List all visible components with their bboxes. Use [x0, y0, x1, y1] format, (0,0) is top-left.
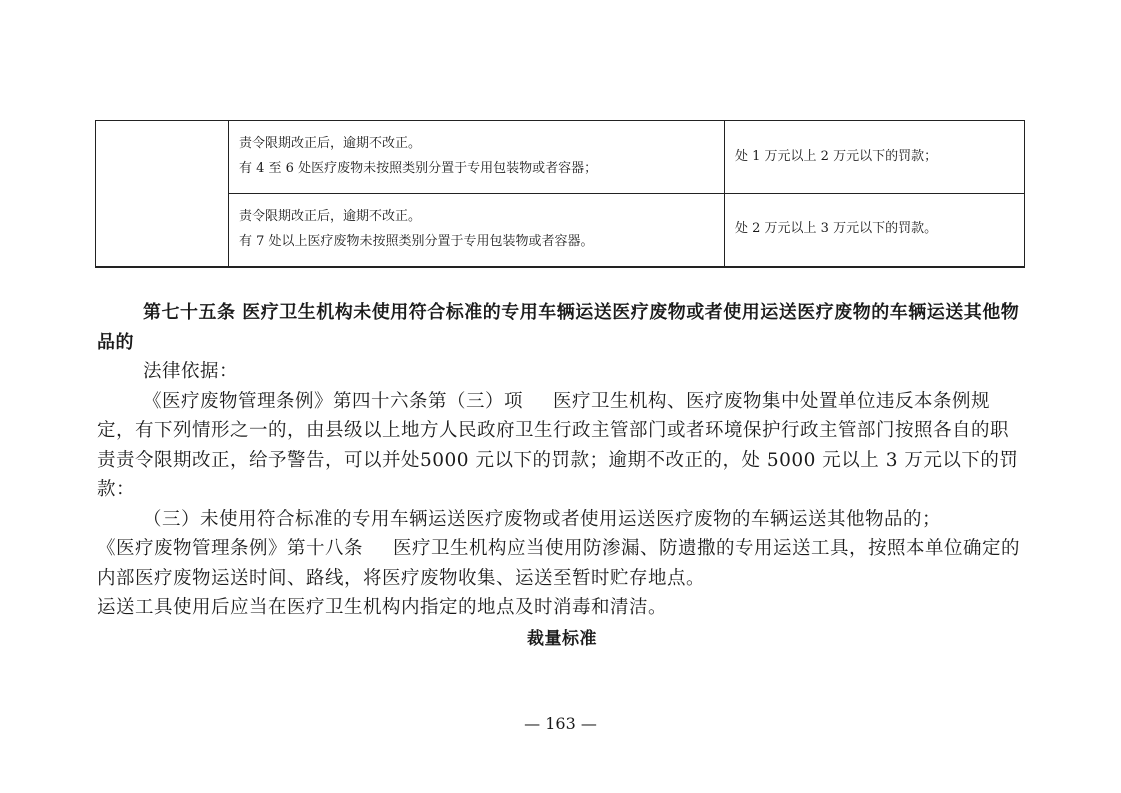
article-heading: 第七十五条 医疗卫生机构未使用符合标准的专用车辆运送医疗废物或者使用运送医疗废物的车辆运送其他物品的: [97, 302, 1020, 353]
table-row: [96, 194, 1025, 267]
condition-line: 责令限期改正后，逾期不改正。: [239, 209, 422, 225]
legal-basis-paragraph-1: [97, 387, 1027, 505]
section-title: 裁量标准: [527, 628, 597, 649]
legal-basis-paragraph-2: [97, 534, 1027, 593]
table-cell-penalty: 处 2 万元以上 3 万元以下的罚款。: [725, 194, 1025, 267]
table-merged-cell: [96, 121, 229, 267]
penalty-table: [95, 120, 1025, 268]
table-cell-condition: [229, 194, 725, 267]
article-body: [97, 298, 1027, 654]
legal-basis-continuation: 运送工具使用后应当在医疗卫生机构内指定的地点及时消毒和清洁。: [97, 597, 668, 618]
basis-reference: 《医疗废物管理条例》第十八条: [97, 538, 364, 559]
condition-line: 责令限期改正后，逾期不改正。: [239, 136, 422, 152]
table-cell-condition: [229, 121, 725, 194]
condition-line: 有 4 至 6 处医疗废物未按照类别分置于专用包装物或者容器；: [239, 161, 598, 176]
page-number: — 163 —: [524, 714, 597, 733]
table-cell-penalty: 处 1 万元以上 2 万元以下的罚款；: [725, 121, 1025, 194]
condition-line: 有 7 处以上医疗废物未按照类别分置于专用包装物或者容器。: [239, 233, 594, 249]
legal-basis-label: 法律依据：: [143, 361, 239, 382]
table-row: [96, 121, 1025, 194]
basis-text: 医疗卫生机构应当使用防渗漏、防遗撒的专用运送工具，按照本单位确定的内部医疗废物运送时间、路线，将医疗废物收集、运送至暂时贮存地点。: [97, 538, 1021, 589]
clause-item-3: （三）未使用符合标准的专用车辆运送医疗废物或者使用运送医疗废物的车辆运送其他物品的；: [143, 508, 942, 530]
basis-text: 医疗卫生机构、医疗废物集中处置单位违反本条例规定，有下列情形之一的，由县级以上地方人民政府卫生行政主管部门或者环境保护行政主管部门按照各自的职责责令限期改正，给予警告，可以并处5000 元以下的罚款；逾期不改正的，处 5000 元以上 3 万元以下的罚款：: [97, 390, 1019, 500]
basis-reference: 《医疗废物管理条例》第四十六条第（三）项: [143, 390, 524, 412]
